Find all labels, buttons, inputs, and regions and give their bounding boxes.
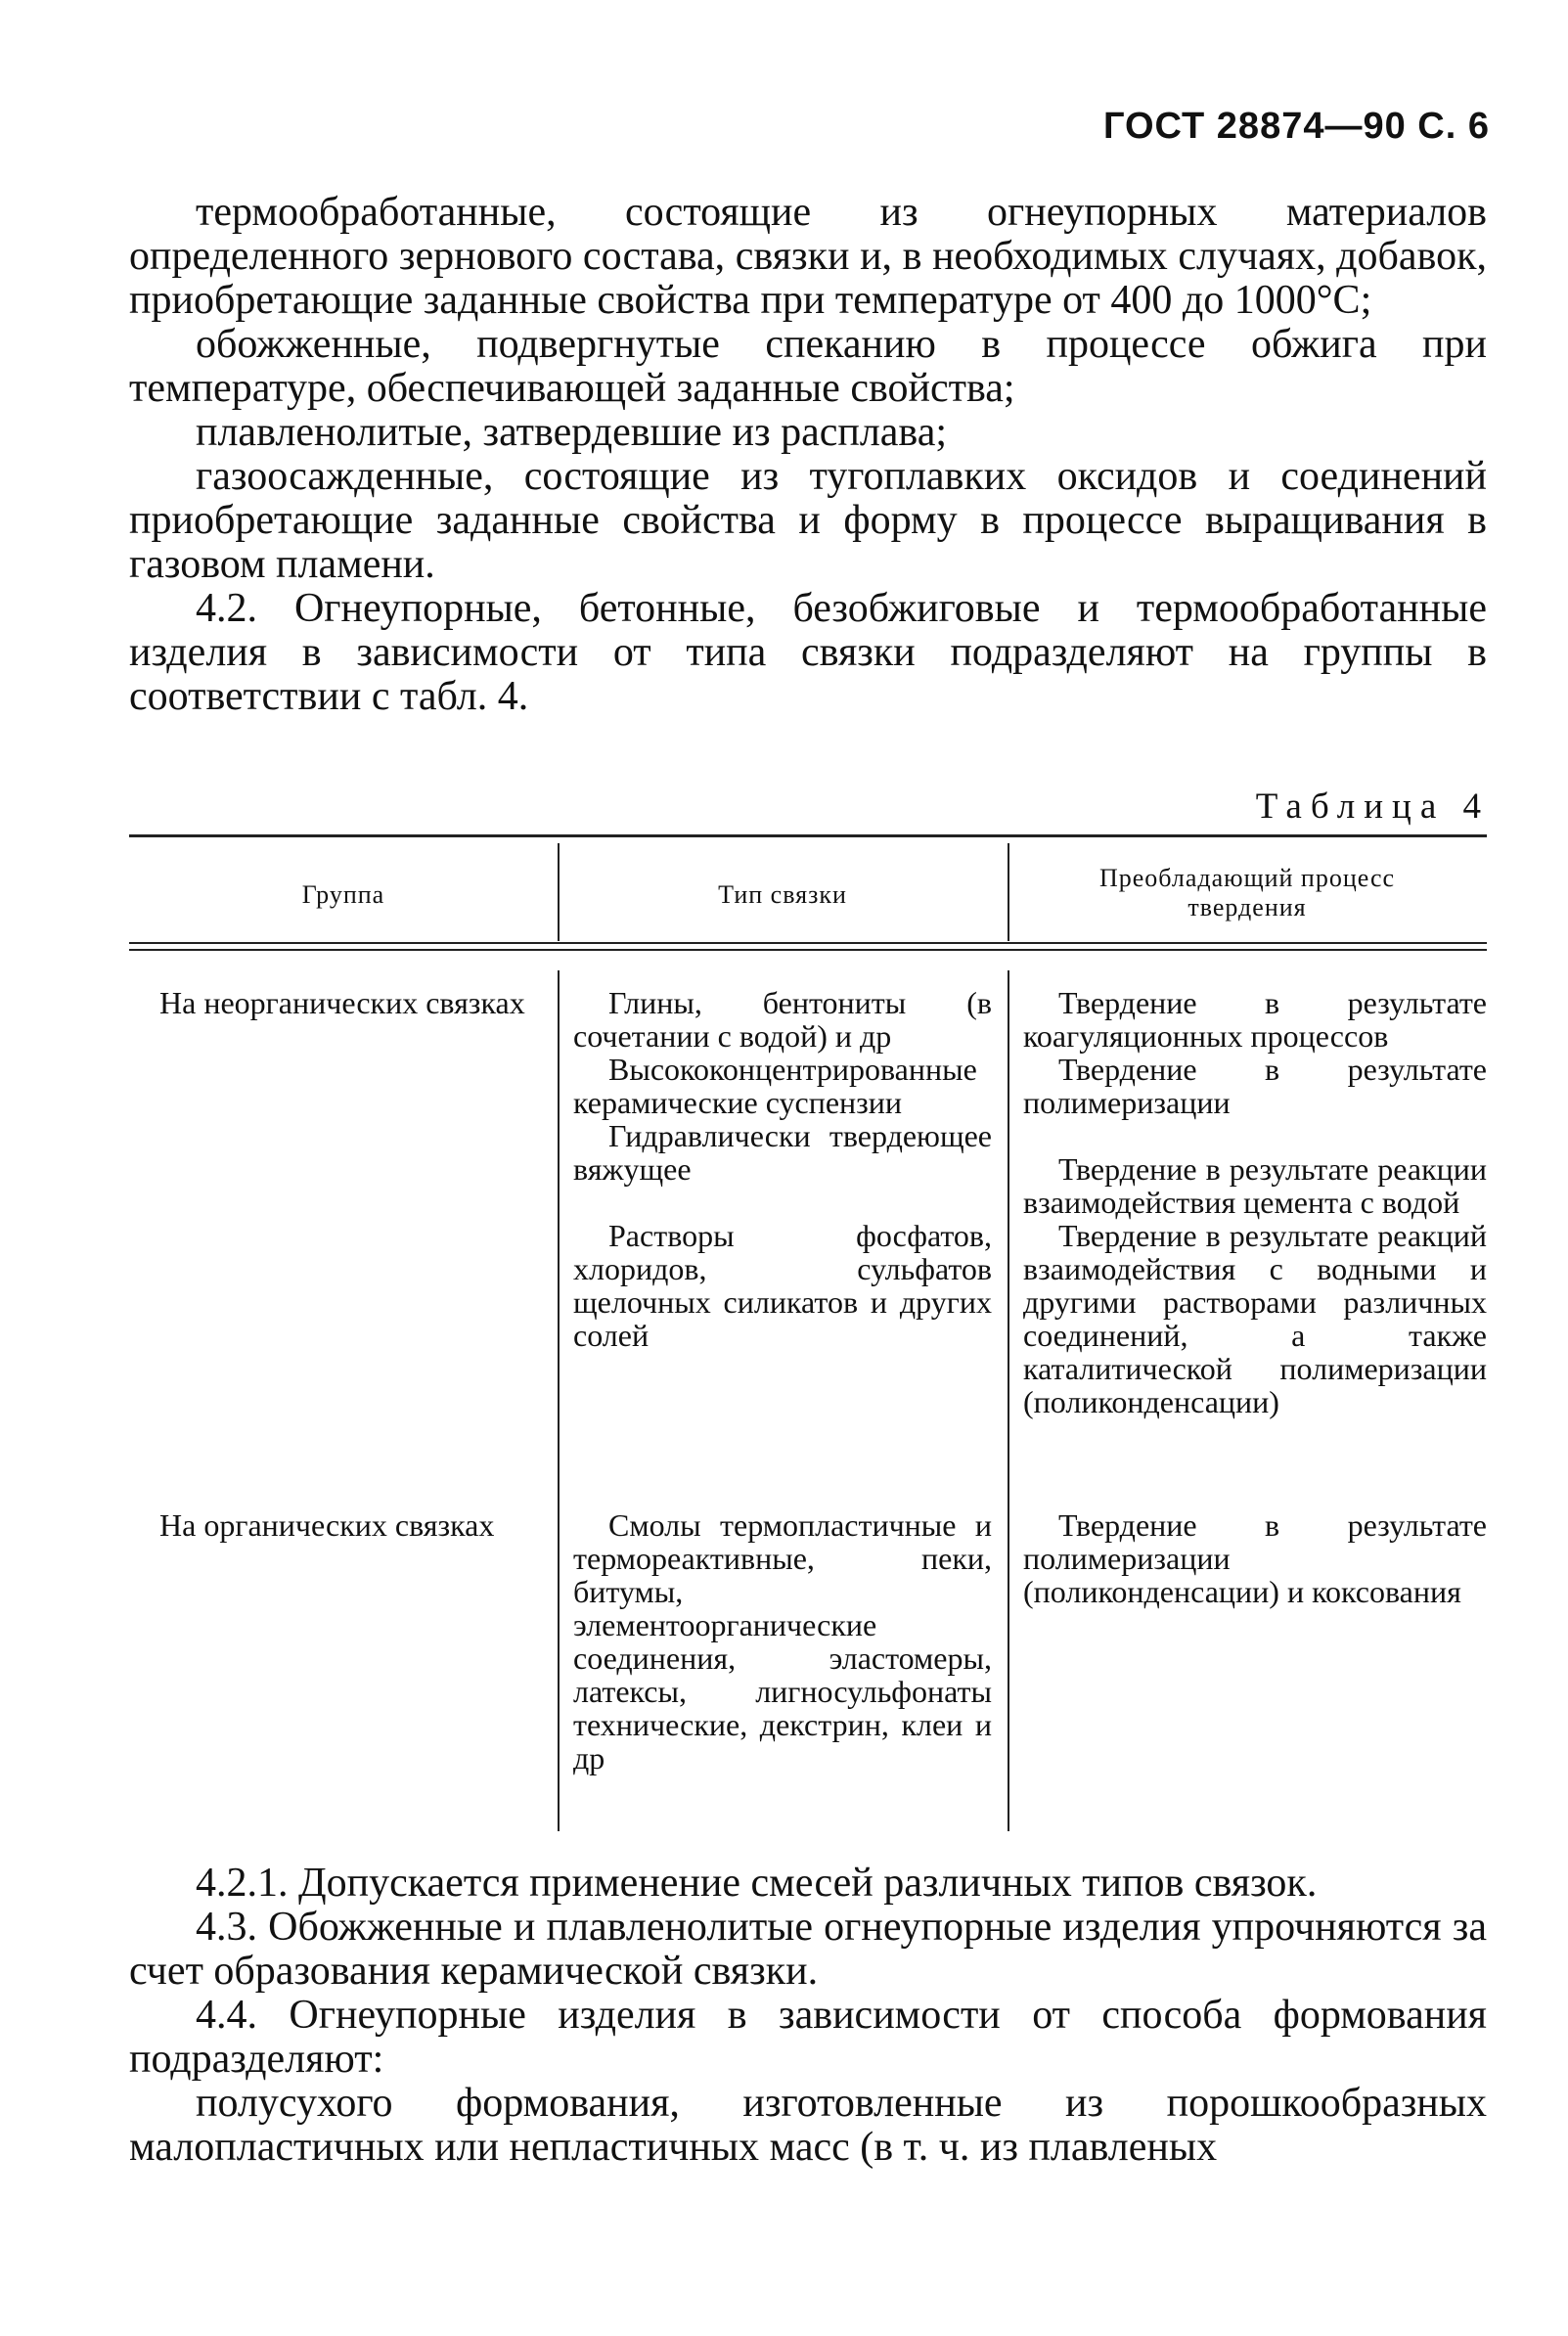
spacer (1023, 1119, 1487, 1152)
outro-text (129, 1862, 1487, 2170)
spacer (573, 1186, 992, 1219)
intro-text (129, 191, 1487, 719)
binder-salt-solutions: Растворы фосфатов, хлоридов, сульфатов щелочных силикатов и других солей (573, 1218, 992, 1353)
binder-ceramic-suspensions: Высококонцентрированные керамические суспензии (573, 1052, 977, 1120)
paragraph-4-2: 4.2. Огнеупорные, бетонные, безобжиговые и термообработанные изделия в зависимости от типа связки подразделяют на группы в соответствии с табл. 4. (129, 586, 1487, 719)
table-header-rule-2 (129, 949, 1487, 951)
binder-clays: Глины, бентониты (в сочетании с водой) и др (573, 985, 992, 1054)
table-header-rule-1 (129, 942, 1487, 944)
process-polymerization-coking: Твердение в результате полимеризации (поликонденсации) и коксования (1023, 1507, 1487, 1609)
binder-hydraulic: Гидравлически твердеющее вяжущее (573, 1118, 992, 1187)
row2-binders (573, 1508, 992, 1774)
paragraph-4-3: 4.3. Обожженные и плавленолитые огнеупорные изделия упрочняются за счет образования керамической связки. (129, 1905, 1487, 1994)
column-header-binder-type: Тип связки (718, 880, 847, 909)
paragraph-semi-dry: полусухого формования, изготовленные из порошкообразных малопластичных или непластичных масс (в т. ч. из плавленых (129, 2081, 1487, 2170)
paragraph-4-2-1: 4.2.1. Допускается применение смесей различных типов связок. (196, 1861, 1318, 1906)
paragraph-heat-treated: термообработанные, состоящие из огнеупорных материалов определенного зернового состава, связки и, в необходимых случаях, добавок, приобретающие заданные свойства при температуре от 400 до 1000°С; (129, 190, 1487, 323)
binder-organic: Смолы термопластичные и термореактивные, пеки, битумы, элементоорганические соединения, эластомеры, латексы, лигносульфонаты технические, декстрин, клеи и др (573, 1507, 992, 1775)
row1-binders (573, 986, 992, 1352)
row2-processes (1023, 1508, 1487, 1608)
paragraph-fused-cast: плавленолитые, затвердевшие из расплава; (196, 410, 948, 455)
paragraph-gas-deposited: газоосажденные, состоящие из тугоплавких оксидов и соединений приобретающие заданные свойства и форму в процессе выращивания в газовом пламени. (129, 454, 1487, 587)
table-top-rule (129, 834, 1487, 837)
header-divider-2 (1008, 843, 1009, 941)
process-cement-water: Твердение в результате реакции взаимодействия цемента с водой (1023, 1151, 1487, 1220)
body-divider-2 (1008, 970, 1009, 1831)
column-header-process: Преобладающий процесс твердения (1098, 864, 1396, 921)
process-polymerization: Твердение в результате полимеризации (1023, 1052, 1487, 1120)
row1-processes (1023, 986, 1487, 1418)
row1-group: На неорганических связках (159, 985, 525, 1020)
table-caption: Таблица 4 (1255, 786, 1490, 827)
body-divider-1 (558, 970, 560, 1831)
header-divider-1 (558, 843, 560, 941)
row2-group: На органических связках (159, 1507, 495, 1543)
process-coagulation: Твердение в результате коагуляционных процессов (1023, 985, 1487, 1054)
paragraph-fired: обожженные, подвергнутые спеканию в процессе обжига при температуре, обеспечивающей заданные свойства; (129, 322, 1487, 411)
paragraph-4-4: 4.4. Огнеупорные изделия в зависимости от способа формования подразделяют: (129, 1993, 1487, 2082)
column-header-group: Группа (301, 880, 385, 909)
page-header: ГОСТ 28874—90 С. 6 (1102, 106, 1490, 147)
process-solutions-catalytic: Твердение в результате реакций взаимодействия с водными и другими растворами различных соединений, а также каталитической полимеризации (поликонденсации) (1023, 1218, 1487, 1419)
